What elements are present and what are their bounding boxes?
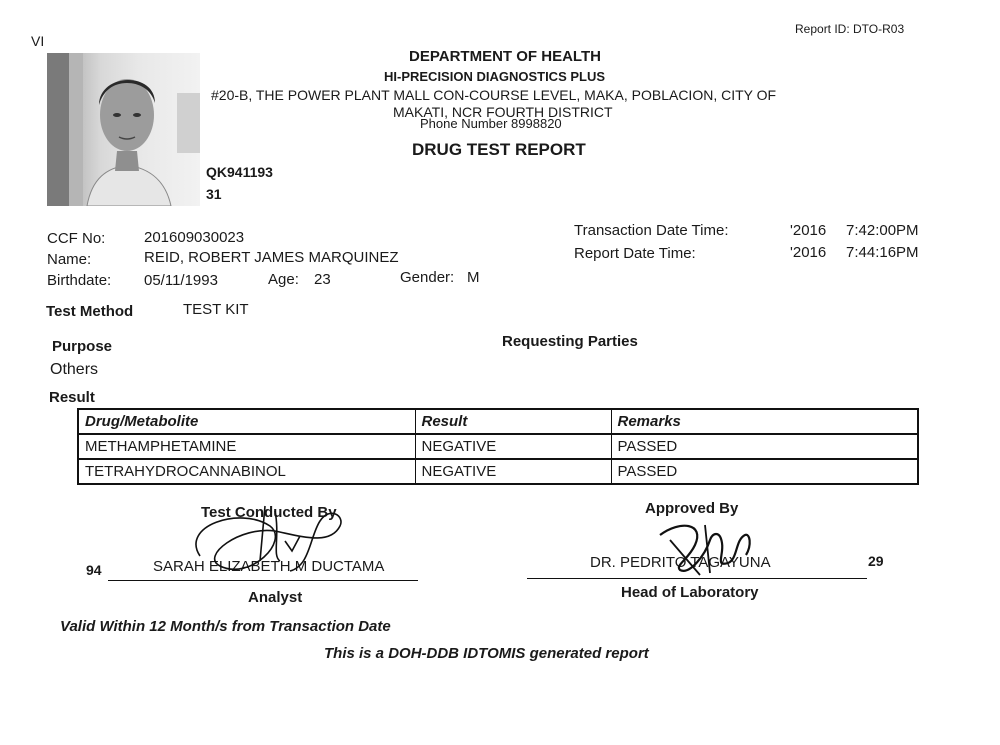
phone-number: Phone Number 8998820 — [420, 116, 562, 131]
result-cell: NEGATIVE — [415, 459, 611, 484]
header-remarks: Remarks — [611, 409, 918, 434]
remarks-cell: PASSED — [611, 434, 918, 459]
ccf-value: 201609030023 — [144, 229, 245, 246]
conducted-by-label: Test Conducted By — [201, 504, 337, 521]
agency-name: DEPARTMENT OF HEALTH — [409, 48, 601, 65]
gender-value: M — [467, 269, 480, 286]
validity-note: Valid Within 12 Month/s from Transaction Date — [60, 618, 391, 635]
approved-by-label: Approved By — [645, 500, 739, 517]
result-label: Result — [49, 389, 95, 406]
clinic-name: HI-PRECISION DIAGNOSTICS PLUS — [384, 69, 606, 84]
transaction-date-value: '2016 — [790, 222, 827, 239]
drug-cell: TETRAHYDROCANNABINOL — [78, 459, 415, 484]
transaction-time-value: 7:42:00PM — [846, 222, 919, 239]
age-value: 23 — [314, 271, 331, 288]
report-date-value: '2016 — [790, 244, 827, 261]
results-table — [77, 408, 919, 485]
drug-cell: METHAMPHETAMINE — [78, 434, 415, 459]
head-role: Head of Laboratory — [621, 584, 759, 601]
age-label: Age: — [268, 271, 299, 288]
address-line1: #20-B, THE POWER PLANT MALL CON-COURSE LEVEL, MAKA, POBLACION, CITY OF — [211, 87, 777, 103]
name-label: Name: — [47, 251, 92, 268]
header-drug: Drug/Metabolite — [78, 409, 415, 434]
test-method-value: TEST KIT — [183, 301, 249, 318]
birthdate-label: Birthdate: — [47, 272, 112, 289]
table-row — [78, 459, 918, 484]
patient-photo — [47, 53, 200, 206]
requesting-parties-label: Requesting Parties — [502, 333, 638, 350]
generated-note: This is a DOH-DDB IDTOMIS generated report — [324, 645, 649, 662]
analyst-role: Analyst — [248, 589, 303, 606]
photo-code: QK941193 — [206, 164, 273, 180]
table-row — [78, 434, 918, 459]
ccf-label: CCF No: — [47, 230, 106, 247]
head-number: 29 — [868, 553, 884, 569]
result-cell: NEGATIVE — [415, 434, 611, 459]
analyst-name: SARAH ELIZABETH M DUCTAMA — [153, 558, 385, 575]
head-signature — [650, 515, 760, 580]
birthdate-value: 05/11/1993 — [144, 272, 218, 289]
report-date-label: Report Date Time: — [574, 245, 696, 262]
purpose-value: Others — [50, 361, 99, 378]
header-result: Result — [415, 409, 611, 434]
transaction-date-label: Transaction Date Time: — [574, 222, 729, 239]
gender-label: Gender: — [400, 269, 455, 286]
photo-code-2: 31 — [206, 186, 222, 202]
report-id: Report ID: DTO-R03 — [795, 22, 905, 36]
corner-mark: VI — [31, 33, 45, 49]
purpose-label: Purpose — [52, 338, 113, 355]
address-line2: MAKATI, NCR FOURTH DISTRICT — [393, 104, 613, 120]
remarks-cell: PASSED — [611, 459, 918, 484]
head-name: DR. PEDRITO TAGAYUNA — [590, 554, 771, 571]
test-method-label: Test Method — [46, 303, 134, 320]
analyst-number: 94 — [86, 562, 102, 578]
analyst-signature — [180, 486, 360, 586]
name-value: REID, ROBERT JAMES MARQUINEZ — [144, 249, 399, 266]
report-time-value: 7:44:16PM — [846, 244, 919, 261]
results-header-row — [78, 409, 918, 434]
report-title: DRUG TEST REPORT — [412, 140, 586, 159]
